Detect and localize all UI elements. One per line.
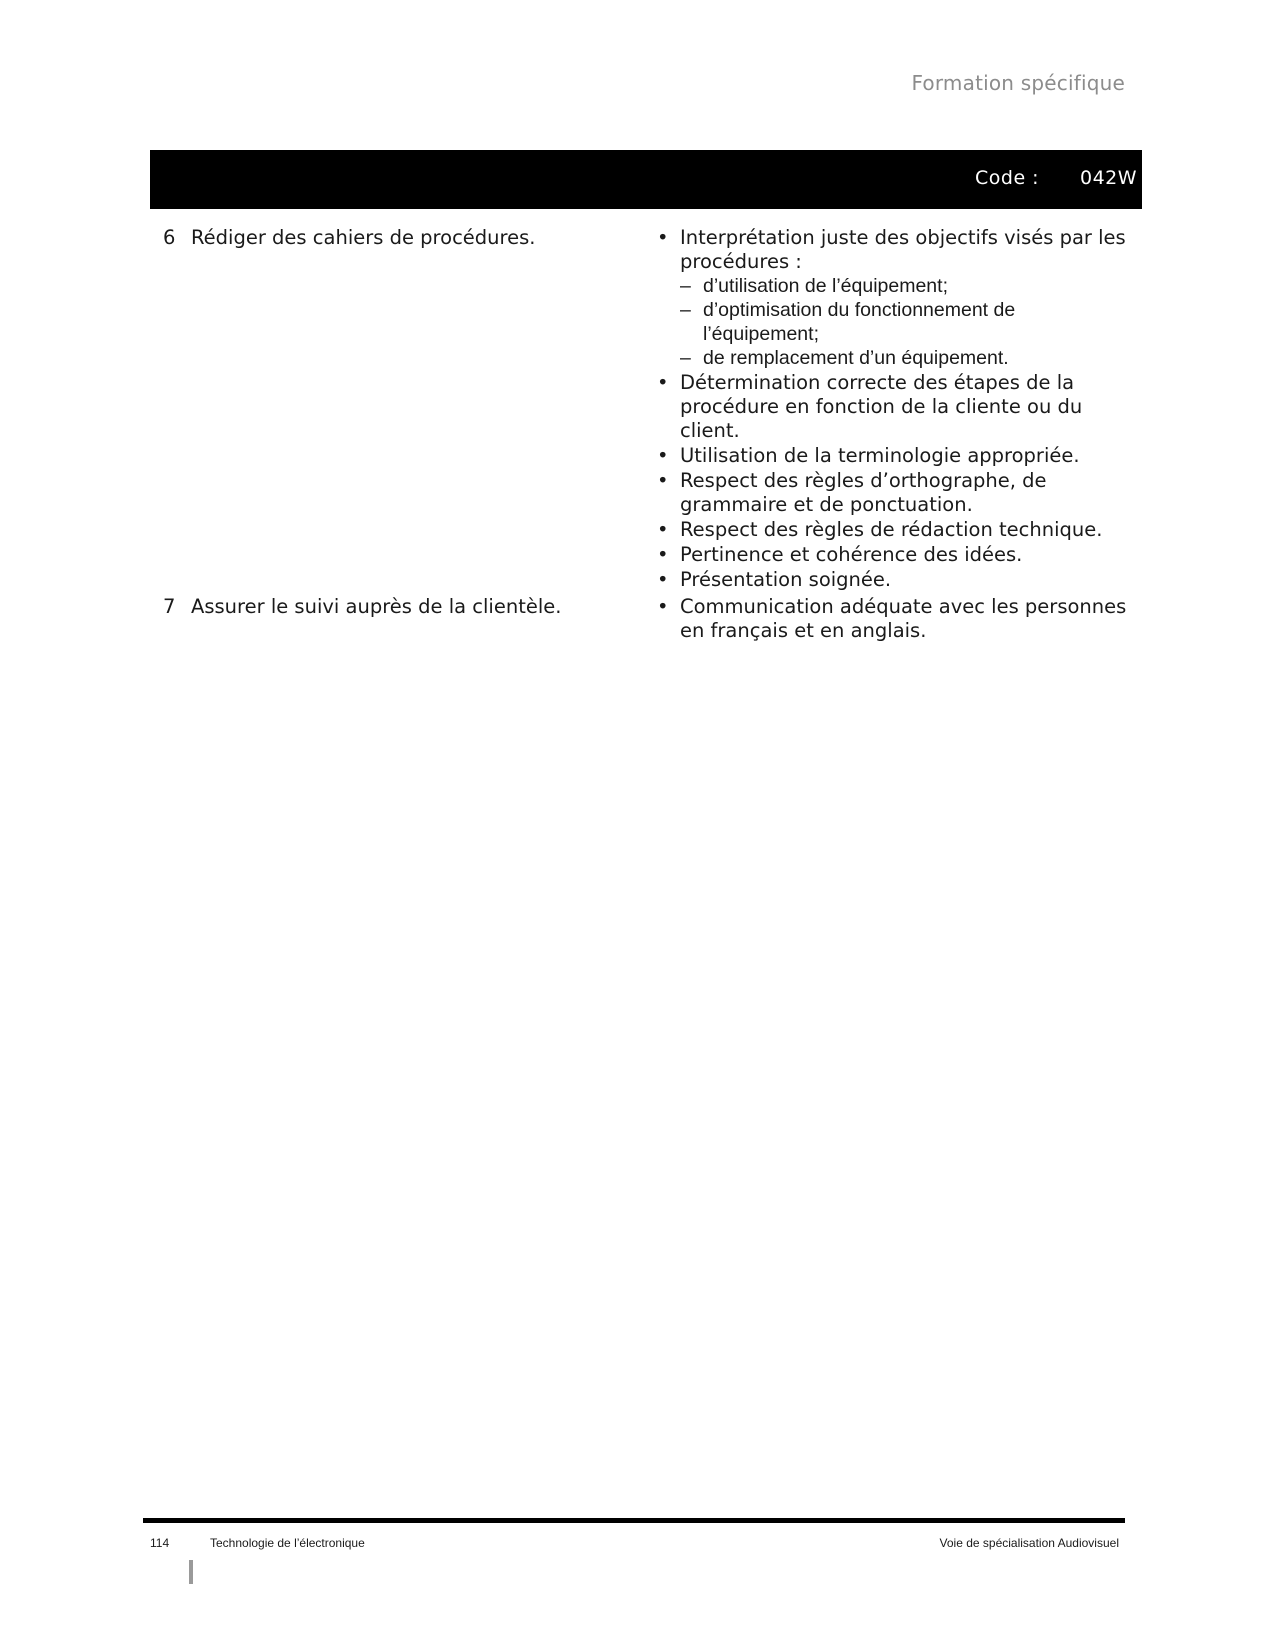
bullet-icon: • xyxy=(657,469,669,492)
dash-icon: – xyxy=(680,347,691,369)
criteria-item xyxy=(655,371,1135,443)
criteria-item xyxy=(655,444,1135,468)
criteria-item xyxy=(655,543,1135,567)
sub-text: d’utilisation de l’équipement; xyxy=(703,275,948,297)
criteria-text: Pertinence et cohérence des idées. xyxy=(680,543,1023,566)
performance-criteria-list xyxy=(655,595,1135,644)
element-text: Rédiger des cahiers de procédures. xyxy=(191,226,536,249)
criteria-text: Détermination correcte des étapes de la procédure en fonction de la cliente ou du client. xyxy=(680,371,1083,442)
bullet-icon: • xyxy=(657,371,669,394)
criteria-text: Respect des règles d’orthographe, de grammaire et de ponctuation. xyxy=(680,469,1047,516)
criteria-text: Interprétation juste des objectifs visés par les procédures : xyxy=(680,226,1126,273)
code-value: 042W xyxy=(1080,167,1138,189)
running-head: Formation spécifique xyxy=(911,71,1125,95)
bullet-icon: • xyxy=(657,444,669,467)
element-number: 7 xyxy=(163,595,176,618)
criteria-item xyxy=(655,518,1135,542)
criteria-text: Respect des règles de rédaction technique. xyxy=(680,518,1103,541)
document-title: Technologie de l’électronique xyxy=(210,1536,365,1550)
performance-criteria-list xyxy=(655,226,1135,593)
element-text: Assurer le suivi auprès de la clientèle. xyxy=(191,595,562,618)
dash-icon: – xyxy=(680,299,691,321)
criteria-sub-list xyxy=(680,274,1135,370)
criteria-text: Utilisation de la terminologie appropriée. xyxy=(680,444,1080,467)
bullet-icon: • xyxy=(657,543,669,566)
revision-bar xyxy=(189,1560,193,1584)
specialization-label: Voie de spécialisation Audiovisuel xyxy=(939,1536,1119,1550)
sub-text: d’optimisation du fonctionnement de l’équipement; xyxy=(703,299,1016,345)
criteria-text: Présentation soignée. xyxy=(680,568,892,591)
code-label: Code : xyxy=(975,167,1040,189)
dash-icon: – xyxy=(680,275,691,297)
element-of-competency xyxy=(163,595,643,619)
code-header-bar xyxy=(150,150,1142,209)
element-of-competency xyxy=(163,226,643,250)
element-number: 6 xyxy=(163,226,176,249)
criteria-item xyxy=(655,226,1135,370)
bullet-icon: • xyxy=(657,226,669,249)
bullet-icon: • xyxy=(657,518,669,541)
criteria-item xyxy=(655,568,1135,592)
criteria-sub-item xyxy=(680,298,1135,346)
criteria-sub-item xyxy=(680,346,1135,370)
page-number: 114 xyxy=(150,1536,170,1550)
criteria-item xyxy=(655,469,1135,517)
footer-rule xyxy=(143,1518,1125,1523)
bullet-icon: • xyxy=(657,595,669,618)
criteria-sub-item xyxy=(680,274,1135,298)
sub-text: de remplacement d’un équipement. xyxy=(703,347,1009,369)
criteria-item xyxy=(655,595,1135,643)
criteria-text: Communication adéquate avec les personnes en français et en anglais. xyxy=(680,595,1127,642)
bullet-icon: • xyxy=(657,568,669,591)
